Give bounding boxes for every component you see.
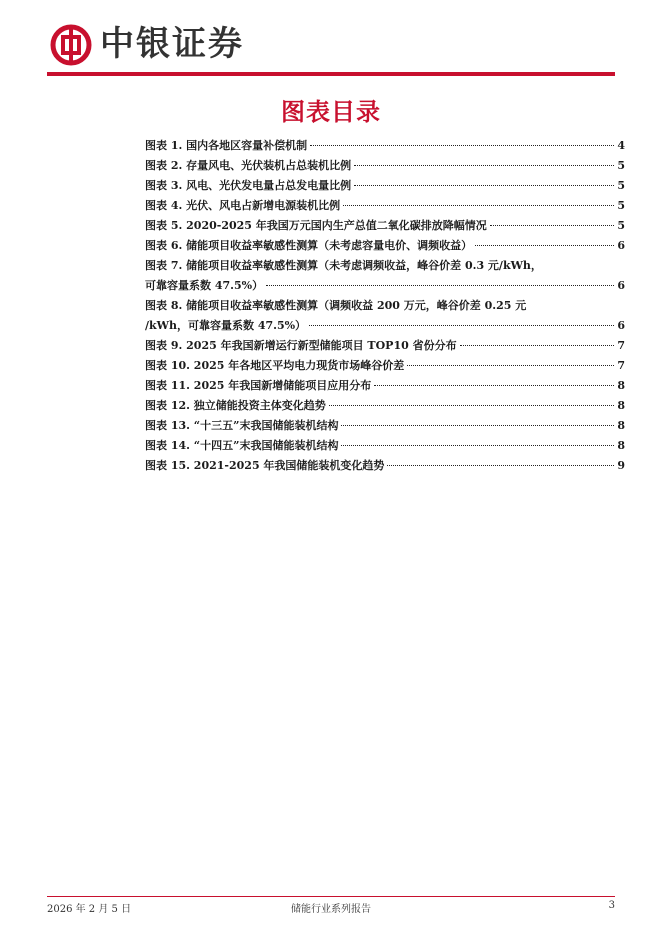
toc-leader-dots	[266, 285, 614, 286]
header-divider	[47, 72, 615, 76]
toc-entry[interactable]	[145, 136, 625, 156]
toc-entry-page: 8	[617, 419, 625, 432]
toc-title: 图表目录	[281, 98, 381, 126]
toc-entry-title: 图表 10. 2025 年各地区平均电力现货市场峰谷价差	[145, 359, 405, 372]
toc-entry-title-line: 图表 7. 储能项目收益率敏感性测算（未考虑调频收益，峰谷价差 0.3 元/kWh，	[145, 259, 542, 272]
toc-entry[interactable]	[145, 416, 625, 436]
toc-leader-dots	[354, 185, 614, 186]
toc-entry-page: 7	[617, 359, 625, 372]
toc-leader-dots	[309, 325, 614, 326]
brand-name: 中银证券	[100, 24, 244, 64]
toc-entry-title: 图表 2. 存量风电、光伏装机占总装机比例	[145, 159, 352, 172]
toc-entry[interactable]	[145, 216, 625, 236]
toc-entry[interactable]	[145, 196, 625, 216]
toc-entry-page: 8	[617, 379, 625, 392]
toc-entry[interactable]	[145, 336, 625, 356]
toc-entry-page: 5	[617, 199, 625, 212]
toc-entry-page: 9	[617, 459, 625, 472]
toc-entry-page: 6	[617, 279, 625, 292]
toc-entry[interactable]	[145, 356, 625, 376]
toc-entry-title: 图表 4. 光伏、风电占新增电源装机比例	[145, 199, 341, 212]
toc-entry-page: 7	[617, 339, 625, 352]
toc-leader-dots	[460, 345, 615, 346]
toc-entry-title: 图表 3. 风电、光伏发电量占总发电量比例	[145, 179, 352, 192]
page-number: 3	[608, 900, 615, 911]
toc-leader-dots	[374, 385, 614, 386]
footer-divider	[47, 896, 615, 897]
toc-entry-page: 5	[617, 159, 625, 172]
table-of-figures	[145, 136, 625, 476]
toc-leader-dots	[387, 465, 614, 466]
toc-entry-page: 5	[617, 179, 625, 192]
toc-entry-title: 图表 11. 2025 年我国新增储能项目应用分布	[145, 379, 372, 392]
bank-logo-icon	[50, 24, 92, 66]
toc-leader-dots	[490, 225, 615, 226]
toc-entry[interactable]	[145, 296, 625, 336]
toc-entry-title: 图表 9. 2025 年我国新增运行新型储能项目 TOP10 省份分布	[145, 339, 457, 352]
toc-entry-page: 5	[617, 219, 625, 232]
toc-leader-dots	[329, 405, 615, 406]
toc-entry-page: 6	[617, 319, 625, 332]
toc-leader-dots	[354, 165, 614, 166]
toc-entry[interactable]	[145, 236, 625, 256]
report-date: 2026 年 2 月 5 日	[47, 904, 132, 915]
toc-leader-dots	[341, 425, 614, 426]
toc-entry-title: 图表 14. “十四五”末我国储能装机结构	[145, 439, 339, 452]
toc-entry[interactable]	[145, 176, 625, 196]
toc-entry[interactable]	[145, 436, 625, 456]
toc-leader-dots	[343, 205, 614, 206]
toc-entry-title: 可靠容量系数 47.5%）	[145, 279, 264, 292]
toc-leader-dots	[407, 365, 614, 366]
toc-entry-title: 图表 13. “十三五”末我国储能装机结构	[145, 419, 339, 432]
toc-entry-title: 图表 12. 独立储能投资主体变化趋势	[145, 399, 326, 412]
toc-entry[interactable]	[145, 256, 625, 296]
toc-entry-title-line: 图表 8. 储能项目收益率敏感性测算（调频收益 200 万元，峰谷价差 0.25 元	[145, 299, 527, 312]
toc-entry-title: 图表 6. 储能项目收益率敏感性测算（未考虑容量电价、调频收益）	[145, 239, 473, 252]
toc-entry-page: 6	[617, 239, 625, 252]
report-name: 储能行业系列报告	[291, 904, 371, 915]
toc-entry-title: 图表 15. 2021-2025 年我国储能装机变化趋势	[145, 459, 385, 472]
toc-leader-dots	[310, 145, 614, 146]
toc-entry-title: 图表 5. 2020-2025 年我国万元国内生产总值二氧化碳排放降幅情况	[145, 219, 487, 232]
toc-entry[interactable]	[145, 156, 625, 176]
toc-entry[interactable]	[145, 456, 625, 476]
toc-entry-title: /kWh，可靠容量系数 47.5%）	[145, 319, 307, 332]
page-header	[0, 0, 662, 80]
toc-leader-dots	[341, 445, 614, 446]
toc-entry-page: 8	[617, 399, 625, 412]
toc-entry[interactable]	[145, 396, 625, 416]
toc-entry-page: 4	[617, 139, 625, 152]
toc-entry-page: 8	[617, 439, 625, 452]
toc-entry-title: 图表 1. 国内各地区容量补偿机制	[145, 139, 308, 152]
toc-leader-dots	[475, 245, 614, 246]
toc-entry[interactable]	[145, 376, 625, 396]
